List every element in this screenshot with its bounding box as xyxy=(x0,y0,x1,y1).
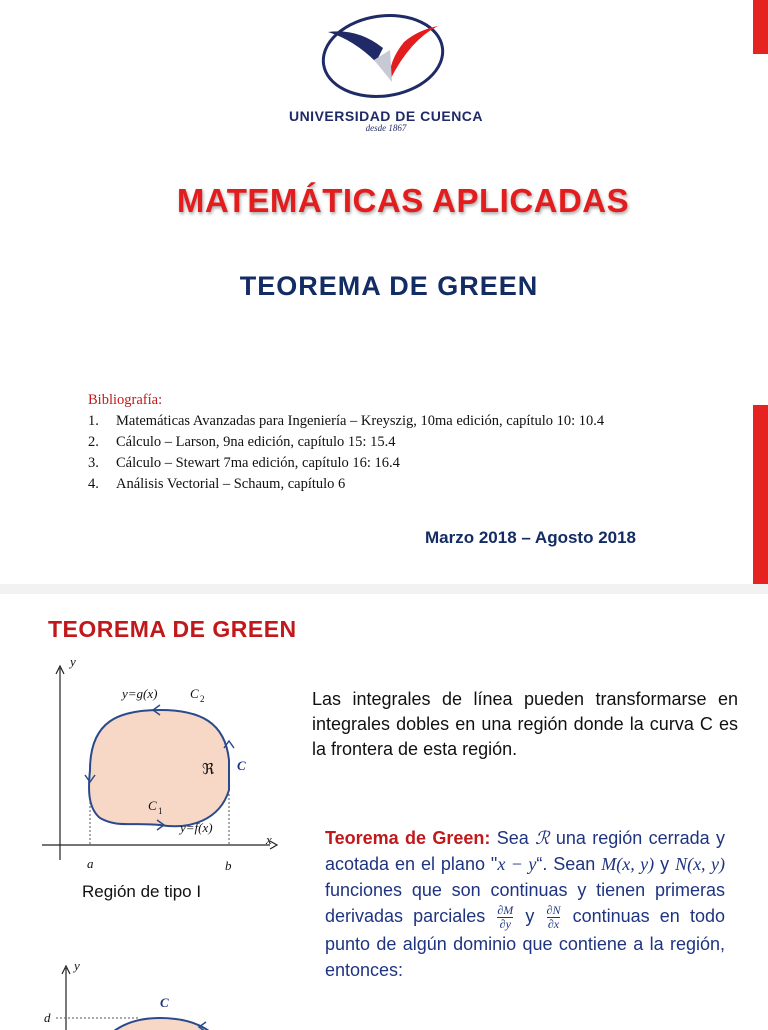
lower-curve-name: C xyxy=(148,798,157,813)
tick-b: b xyxy=(225,858,232,873)
graph2-boundary-label: C xyxy=(160,995,169,1010)
course-date: Marzo 2018 – Agosto 2018 xyxy=(425,528,637,547)
tick-d: d xyxy=(44,1010,51,1025)
region-diagram xyxy=(30,650,290,1030)
university-since: desde 1867 xyxy=(365,123,407,133)
upper-curve-name: C xyxy=(190,686,199,701)
upper-curve-label: y=g(x) xyxy=(122,686,158,701)
graph2-axis-y: y xyxy=(74,958,80,973)
bibliography-item: 2. Cálculo – Larson, 9na edición, capítulo 15: 15.4 xyxy=(88,434,396,450)
lower-curve-sub: 1 xyxy=(158,806,163,816)
bibliography-item: 4. Análisis Vectorial – Schaum, capítulo 6 xyxy=(88,476,346,492)
theorem-statement: Teorema de Green: Sea ℛ una región cerrada y acotada en el plano "x − y“. Sean M(x, y) y N(x, y) funciones que son continuas y tienen primeras derivadas parciales $\frac{\partial M}{\partial y}$ y $\frac{\partial N}{\partial x}$ continuas en todo punto de algún dominio que contiene a la región, entonces: xyxy=(325,828,725,980)
lower-curve-label: y=f(x) xyxy=(180,820,213,835)
green-theorem-slide xyxy=(0,594,768,1024)
region-type-label: Región de tipo I xyxy=(82,882,202,901)
bibliography-heading: Bibliografía: xyxy=(88,392,163,408)
accent-bar-bottom xyxy=(753,405,768,584)
university-name: UNIVERSIDAD DE CUENCA xyxy=(288,108,484,124)
slide-title: TEOREMA DE GREEN xyxy=(48,616,297,642)
course-title: MATEMÁTICAS APLICADAS xyxy=(176,182,630,219)
bibliography-item: 3. Cálculo – Stewart 7ma edición, capítulo 16: 16.4 xyxy=(88,455,400,471)
boundary-label: C xyxy=(237,758,246,773)
bibliography xyxy=(88,390,604,495)
graph1-axis-x: x xyxy=(266,832,272,847)
region-symbol: ℜ xyxy=(202,762,215,778)
accent-bar-top xyxy=(753,0,768,54)
intro-paragraph: Las integrales de línea pueden transformarse en integrales dobles en una región donde la curva C es la frontera de esta región. xyxy=(312,689,738,759)
bibliography-item: 1. Matemáticas Avanzadas para Ingeniería – Kreyszig, 10ma edición, capítulo 10: 10.4 xyxy=(88,413,605,429)
tick-a: a xyxy=(87,856,94,871)
topic-title: TEOREMA DE GREEN xyxy=(239,271,539,301)
upper-curve-sub: 2 xyxy=(200,694,205,704)
slide-divider xyxy=(0,584,768,594)
partial-n-fraction: $\frac{\partial N}{\partial x}$ xyxy=(546,902,561,931)
theorem-label: Teorema de Green: xyxy=(325,828,491,848)
graph1-axis-y: y xyxy=(70,654,76,669)
partial-m-fraction: $\frac{\partial M}{\partial y}$ xyxy=(497,902,514,931)
university-logo-icon xyxy=(318,10,448,102)
